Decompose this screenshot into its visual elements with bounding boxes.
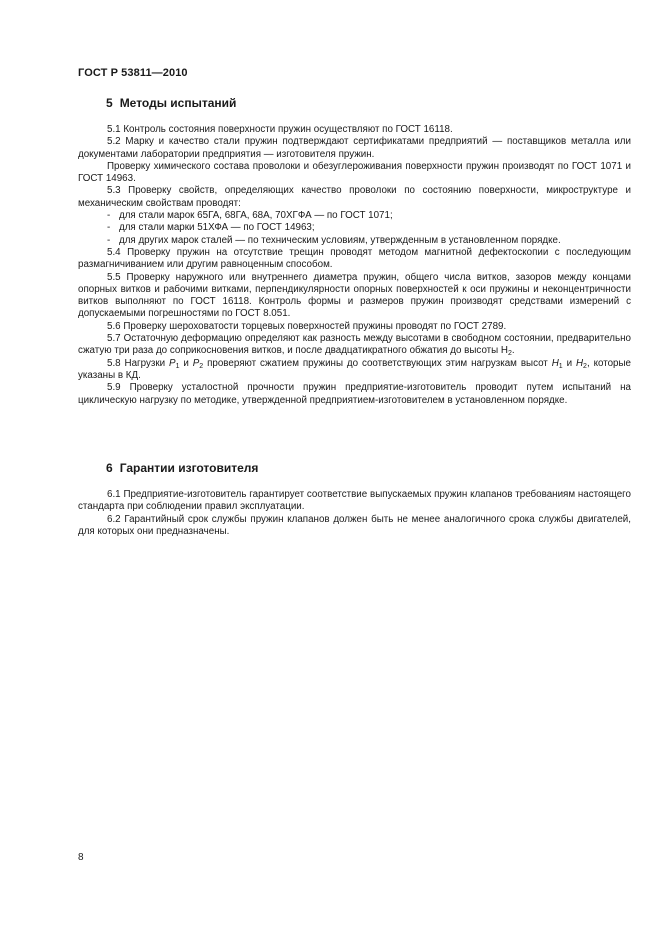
paragraph: 5.9 Проверку усталостной прочности пружин предприятие-изготовитель проводит путем испытаний на циклическую нагрузку по методике, утвержденной предприятием-изготовителем в установленном порядке. bbox=[78, 382, 631, 406]
list-item: - для стали марок 65ГА, 68ГА, 68А, 70ХГФА — по ГОСТ 1071; bbox=[107, 210, 393, 222]
list-item: - для других марок сталей — по техническим условиям, утвержденным в установленном порядке. bbox=[107, 234, 561, 246]
paragraph: Проверку химического состава проволоки и обезуглероживания поверхности пружин производят по ГОСТ 1071 и ГОСТ 14963. bbox=[78, 160, 631, 185]
paragraph: 6.2 Гарантийный срок службы пружин клапанов должен быть не менее аналогичного срока службы двигателей, для которых они предназначены. bbox=[78, 513, 631, 537]
paragraph: 5.6 Проверку шероховатости торцевых поверхностей пружины проводят по ГОСТ 2789. bbox=[107, 320, 507, 332]
section-6-body bbox=[78, 489, 631, 538]
section-6-heading bbox=[106, 461, 258, 475]
paragraph: 5.2 Марку и качество стали пружин подтверждают сертификатами предприятий — поставщиков металла или документами лаборатории предприятия — изготовителя пружин. bbox=[78, 136, 631, 160]
section-5-heading bbox=[106, 96, 236, 110]
section-6-number: 6 bbox=[106, 461, 113, 475]
paragraph: 5.5 Проверку наружного или внутреннего диаметра пружин, общего числа витков, зазоров между концами опорных витков и рабочими витками, перпендикулярности опорных поверхностей к оси пружины и неконцентричности витков выполняют по ГОСТ 16118. Контроль формы и размеров пружин производят средствами измерений с допускаемыми погрешностями по ГОСТ 8.051. bbox=[78, 271, 631, 320]
page-number: 8 bbox=[78, 852, 84, 863]
section-5-title: Методы испытаний bbox=[119, 96, 237, 110]
paragraph: 5.3 Проверку свойств, определяющих качество проволоки по состоянию поверхности, микроструктуре и механическим свойствам проводят: bbox=[78, 185, 631, 209]
paragraph: 6.1 Предприятие-изготовитель гарантирует соответствие выпускаемых пружин клапанов требованиям настоящего стандарта при соблюдении правил эксплуатации. bbox=[78, 489, 631, 513]
section-6-title: Гарантии изготовителя bbox=[119, 461, 259, 475]
section-5-number: 5 bbox=[106, 96, 113, 110]
paragraph: 5.7 Остаточную деформацию определяют как разность между высотами в свободном состоянии, предварительно сжатую три раза до соприкосновения витков, и после двадцатикратного обжатия до высоты $Н_2$. bbox=[78, 333, 631, 358]
paragraph: 5.8 Нагрузки $P_1$ и $P_2$ проверяют сжатием пружины до соответствующих этим нагрузкам высот $H_1$ и $H_2$, которые указаны в КД. bbox=[78, 357, 631, 381]
list-item: - для стали марки 51ХФА — по ГОСТ 14963; bbox=[107, 222, 315, 234]
section-5-body bbox=[78, 124, 631, 407]
paragraph: 5.1 Контроль состояния поверхности пружин осуществляют по ГОСТ 16118. bbox=[107, 124, 453, 135]
document-header: ГОСТ Р 53811—2010 bbox=[78, 67, 188, 79]
paragraph: 5.4 Проверку пружин на отсутствие трещин проводят методом магнитной дефектоскопии с последующим размагничиванием или другим равноценным способом. bbox=[78, 246, 631, 271]
